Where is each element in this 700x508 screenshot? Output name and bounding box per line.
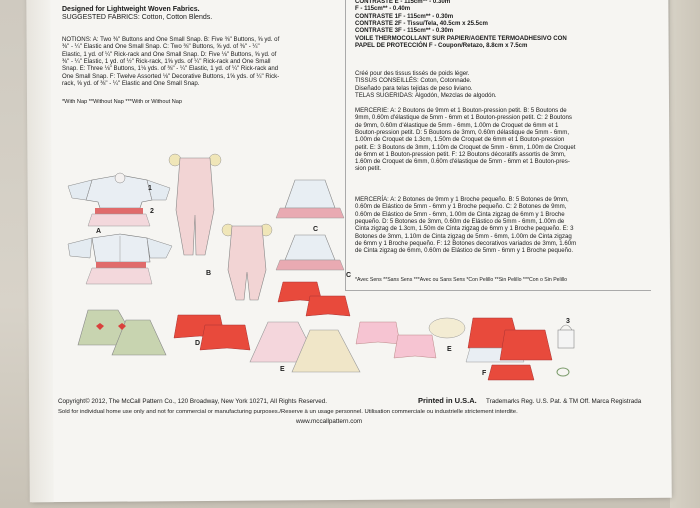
sans-note: *Avec Sens **Sans Sens ***Avec ou Sans Sens *Con Pelillo **Sin Pelillo ***Con o Sin Pelillo — [355, 277, 568, 283]
merceria-line: MERCERÍA: A: 2 Botones de 9mm y 1 Broche pequeño. B: 5 Botones de 9mm, — [355, 196, 569, 203]
view-c-dress-2 — [276, 235, 344, 270]
label-view-a: A — [96, 228, 102, 235]
contraste-line: VOILE THERMOCOLLANT SUR PAPIER/AGENTE TERMOADHESIVO CON — [355, 34, 567, 42]
label-view-e-2: E — [447, 346, 452, 353]
trademarks-text: Trademarks Reg. U.S. Pat. & TM Off. Marca Registrada — [486, 398, 642, 405]
view-b-romper-2 — [222, 224, 272, 300]
view-b-romper-1 — [169, 154, 221, 255]
merceria-line: pequeño. D: 5 Botones de 3mm, 0.60m de Elástico de 5mm - 6mm, 1.00m de — [355, 217, 565, 225]
website-text: www.mccallpattern.com — [296, 418, 363, 425]
label-view-b: B — [206, 270, 212, 277]
view-c-bloomers — [278, 282, 350, 316]
merceria-line: de Cinta zigzag de 6mm, 0.60m de Elástico de 5mm - 6mm y 1 Broche pequeño. — [355, 247, 574, 255]
mercerie-line: petit. E: 3 Boutons de 3mm, 1.10m de Croquet de 5mm - 6mm, 1.00m de Croquet — [355, 143, 576, 151]
view-a-top-illustration — [68, 173, 170, 226]
merceria-line: Cinta zigzag de 1.3cm, 1.50m de Cinta zigzag de 6mm y 1 Broche pequeño. E: 3 — [355, 225, 574, 233]
view-e-bloomers — [356, 322, 436, 358]
merceria-line: 0.60m de Elástico de 5mm - 6mm y 1 Broche pequeño. C: 2 Botones de 9mm, — [355, 203, 567, 211]
sold-for-text: Sold for individual home use only and not for commercial or manufacturing purposes./Reserve à un usage personnel. Utilisation commerciale ou industrielle strictement interdite. — [58, 409, 518, 415]
view-d-dresses — [78, 310, 166, 355]
label-num-3: 3 — [566, 318, 570, 325]
notions-line: ⅜" - ¼" Elastic and One Small Snap. C: Two ⅜" Buttons, ⅝ yd. of ⅜" - ¼" — [62, 43, 260, 51]
label-view-d: D — [195, 340, 201, 347]
contraste-line: F - 115cm** - 0.40m — [355, 5, 411, 13]
mercerie-line: de 9mm, 0.60m d'élastique de 5mm - 6mm, 1.00m de Croquet de 6mm et 1 — [355, 121, 559, 129]
label-num-2: 2 — [150, 208, 154, 215]
mercerie-line: Bouton-pression petit. D: 5 Boutons de 3mm, 0.60m délastique de 5mm - 6mm, — [355, 128, 570, 136]
notions-line: ⅜" - ¼" Elastic, 1 yd. of ½" Rick-rack, 1⅝ yds. of ¼" Rick-rack and One Small — [62, 57, 271, 65]
designed-for-text: Designed for Lightweight Woven Fabrics. — [62, 6, 200, 13]
view-f-accessories — [557, 325, 574, 376]
nap-note: *With Nap **Without Nap ***With or Without Nap — [62, 99, 183, 105]
notions-line: Elastic, 1 yd. of ¼" Rick-rack and One Small Snap. D: Five ⅛" Buttons, ⅝ yd. of — [62, 50, 277, 58]
mercerie-line: 1.00m de Croquet de 1.3cm, 1.50m de Croquet de 6mm et 1 Bouton-pression — [355, 136, 565, 144]
label-view-c-2: C — [346, 272, 352, 279]
label-num-1: 1 — [148, 185, 152, 192]
label-view-e: E — [280, 366, 285, 373]
fabric-intro-line: Diseñado para telas tejidas de peso liviano. — [355, 84, 473, 92]
label-view-c-1: C — [313, 226, 319, 233]
mercerie-line: 9mm, 0.60m d'élastique de 5mm - 6mm et 1 Bouton-pression petit. C: 2 Boutons — [355, 114, 572, 122]
fabric-intro-line: Créé pour des tissus tissés de poids léger. — [355, 70, 470, 77]
copyright-text: Copyright© 2012, The McCall Pattern Co., 120 Broadway, New York 10271, All Rights Reserved. — [58, 398, 328, 405]
contraste-line: CONTRASTE E - 115cm** - 0.30m — [355, 0, 451, 5]
notions-line: NOTIONS: A: Two ⅜" Buttons and One Small Snap. B: Five ⅜" Buttons, ⅝ yd. of — [62, 36, 280, 43]
notions-line: One Small Snap. F: Twelve Assorted ⅛" Decorative Buttons, 1⅝ yds. of ¼" Rick- — [62, 72, 280, 80]
mercerie-line: de 6mm et 1 Bouton-pression petit. F: 12 Boutons décoratifs assortis de 3mm, — [355, 150, 566, 158]
mercerie-line: 1.60m de Croquet de 6mm, 0.60m d'élastique de 5mm - 6mm et 1 Bouton-pres- — [355, 158, 570, 166]
view-d-bloomers — [174, 315, 250, 350]
notions-line: rack, ⅝ yd. of ⅜" - ¼" Elastic and One Small Snap. — [62, 79, 200, 87]
view-e-dresses — [250, 322, 360, 372]
suggested-fabrics-text: SUGGESTED FABRICS: Cotton, Cotton Blends. — [62, 14, 213, 21]
view-c-dress-1 — [276, 180, 344, 218]
contraste-line: CONTRASTE 3F - 115cm** - 0.30m — [355, 27, 454, 35]
merceria-line: Botones de 3mm, 1.10m de Cinta zigzag de 5mm - 6mm, 1.00m de Cinta zigzag — [355, 232, 572, 240]
view-e-hat — [429, 318, 465, 338]
contraste-line: CONTRASTE 1F - 115cm** - 0.30m — [355, 12, 454, 20]
label-view-f: F — [482, 370, 487, 377]
contraste-line: PAPEL DE PROTECCIÓN F - Coupon/Retazo, 8.8cm x 7.5cm — [355, 41, 528, 49]
fabric-intro-line: TELAS SUGERIDAS: Algodón, Mezclas de algodón. — [355, 91, 497, 99]
view-a-bottom-illustration — [68, 234, 172, 284]
merceria-line: 0.60m de Elástico de 5mm - 6mm, 1.00m de Cinta zigzag de 6mm y 1 Broche — [355, 210, 565, 218]
mercerie-line: sion petit. — [355, 165, 382, 173]
mercerie-line: MERCERIE: A: 2 Boutons de 9mm et 1 Bouton-pression petit. B: 5 Boutons de — [355, 107, 567, 114]
contraste-line: CONTRASTE 2F - Tissu/Tela, 40.5cm x 25.5cm — [355, 19, 488, 27]
fabric-intro-line: TISSUS CONSEILLÉS: Coton, Cotonnade. — [355, 77, 472, 85]
notions-line: Snap. E: Three ⅛" Buttons, 1⅛ yds. of ⅜" - ¼" Elastic, 1 yd. of ¼" Rick-rack and — [62, 65, 279, 73]
view-f-outfit — [466, 318, 552, 380]
merceria-line: de 6mm y 1 Broche pequeño. F: 12 Botones decorativos variados de 3mm, 1.60m — [355, 239, 577, 247]
printed-in-text: Printed in U.S.A. — [418, 396, 477, 405]
